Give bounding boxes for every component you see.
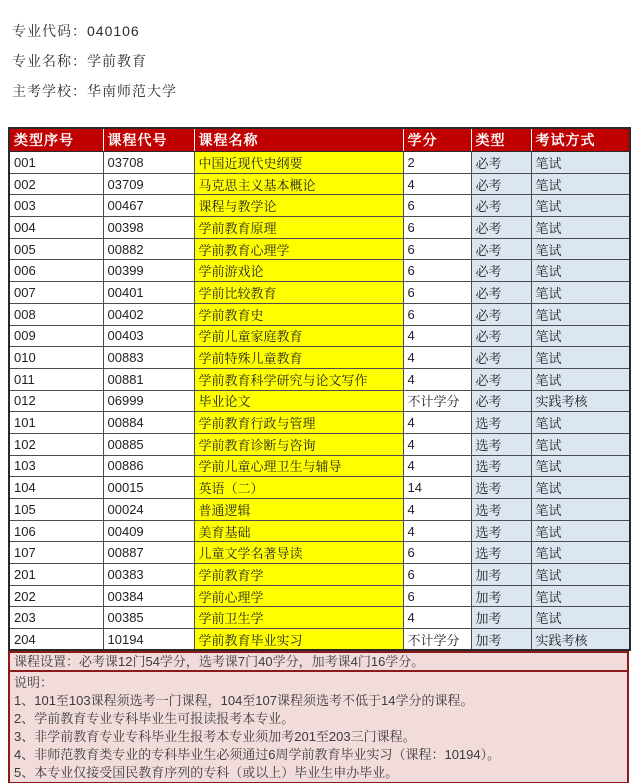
header-credit: 学分: [403, 128, 471, 152]
cell-method: 笔试: [531, 152, 630, 174]
cell-seq: 001: [9, 152, 103, 174]
cell-name: 学前教育心理学: [194, 238, 403, 260]
note-item-3: 3、非学前教育专业专科毕业生报考本专业须加考201至203三门课程。: [14, 729, 416, 745]
cell-type: 加考: [471, 607, 531, 629]
cell-type: 选考: [471, 520, 531, 542]
cell-name: 课程与教学论: [194, 195, 403, 217]
cell-type: 选考: [471, 477, 531, 499]
cell-name: 学前教育科学研究与论文写作: [194, 368, 403, 390]
cell-credit: 6: [403, 585, 471, 607]
table-row: [9, 629, 630, 651]
table-row: [9, 477, 630, 499]
course-table: [8, 127, 631, 651]
cell-seq: 103: [9, 455, 103, 477]
table-row: [9, 238, 630, 260]
cell-type: 选考: [471, 499, 531, 521]
cell-method: 笔试: [531, 173, 630, 195]
major-code-value: 040106: [87, 23, 140, 39]
note-item-5: 5、本专业仅接受国民教育序列的专科（或以上）毕业生申办毕业。: [14, 765, 399, 781]
major-name-line: [12, 50, 632, 80]
cell-credit: 14: [403, 477, 471, 499]
table-row: [9, 585, 630, 607]
cell-type: 必考: [471, 325, 531, 347]
cell-seq: 105: [9, 499, 103, 521]
cell-name: 毕业论文: [194, 390, 403, 412]
cell-seq: 204: [9, 629, 103, 651]
header-code: 课程代号: [103, 128, 194, 152]
note-item-2: 2、学前教育专业专科毕业生可报读报考本专业。: [14, 711, 295, 727]
cell-type: 必考: [471, 347, 531, 369]
cell-credit: 6: [403, 217, 471, 239]
cell-type: 必考: [471, 173, 531, 195]
cell-name: 普通逻辑: [194, 499, 403, 521]
cell-type: 加考: [471, 564, 531, 586]
cell-seq: 004: [9, 217, 103, 239]
cell-code: 00024: [103, 499, 194, 521]
course-table-header: [9, 128, 630, 152]
table-row: [9, 303, 630, 325]
cell-name: 英语（二）: [194, 477, 403, 499]
cell-credit: 4: [403, 499, 471, 521]
cell-name: 学前教育毕业实习: [194, 629, 403, 651]
cell-method: 笔试: [531, 325, 630, 347]
cell-seq: 011: [9, 368, 103, 390]
table-row: [9, 499, 630, 521]
cell-method: 笔试: [531, 217, 630, 239]
cell-type: 必考: [471, 152, 531, 174]
cell-seq: 002: [9, 173, 103, 195]
course-table-body: [9, 152, 630, 651]
header-seq: 类型序号: [9, 128, 103, 152]
cell-code: 00401: [103, 282, 194, 304]
note-item-4: 4、非师范教育类专业的专科毕业生必须通过6周学前教育毕业实习（课程：10194）。: [14, 747, 501, 763]
cell-seq: 006: [9, 260, 103, 282]
cell-method: 笔试: [531, 260, 630, 282]
header-row: [9, 128, 630, 152]
cell-credit: 6: [403, 303, 471, 325]
cell-code: 00399: [103, 260, 194, 282]
course-table-wrap: [8, 127, 629, 651]
cell-name: 学前教育诊断与咨询: [194, 433, 403, 455]
cell-name: 马克思主义基本概论: [194, 173, 403, 195]
cell-credit: 2: [403, 152, 471, 174]
cell-name: 美育基础: [194, 520, 403, 542]
cell-type: 必考: [471, 260, 531, 282]
cell-seq: 203: [9, 607, 103, 629]
cell-name: 学前教育史: [194, 303, 403, 325]
cell-code: 00883: [103, 347, 194, 369]
cell-code: 00886: [103, 455, 194, 477]
table-row: [9, 173, 630, 195]
cell-method: 笔试: [531, 282, 630, 304]
header-method: 考试方式: [531, 128, 630, 152]
header-name: 课程名称: [194, 128, 403, 152]
cell-method: 笔试: [531, 585, 630, 607]
cell-method: 实践考核: [531, 390, 630, 412]
table-row: [9, 195, 630, 217]
major-code-line: [12, 20, 632, 50]
table-row: [9, 282, 630, 304]
cell-seq: 102: [9, 433, 103, 455]
cell-code: 00884: [103, 412, 194, 434]
table-row: [9, 368, 630, 390]
table-row: [9, 325, 630, 347]
cell-seq: 201: [9, 564, 103, 586]
table-row: [9, 455, 630, 477]
cell-seq: 005: [9, 238, 103, 260]
cell-code: 00882: [103, 238, 194, 260]
cell-method: 笔试: [531, 520, 630, 542]
cell-method: 笔试: [531, 499, 630, 521]
cell-code: 03709: [103, 173, 194, 195]
cell-method: 笔试: [531, 347, 630, 369]
chief-school-value: 华南师范大学: [87, 83, 177, 99]
cell-seq: 107: [9, 542, 103, 564]
cell-credit: 6: [403, 260, 471, 282]
major-info-header: [0, 0, 632, 110]
cell-seq: 009: [9, 325, 103, 347]
cell-type: 必考: [471, 303, 531, 325]
major-name-value: 学前教育: [87, 53, 147, 69]
cell-method: 笔试: [531, 455, 630, 477]
cell-credit: 4: [403, 455, 471, 477]
cell-code: 00385: [103, 607, 194, 629]
cell-method: 笔试: [531, 238, 630, 260]
notes-title: 说明：: [14, 675, 54, 691]
table-row: [9, 260, 630, 282]
cell-credit: 6: [403, 542, 471, 564]
cell-type: 必考: [471, 217, 531, 239]
cell-code: 00384: [103, 585, 194, 607]
cell-seq: 012: [9, 390, 103, 412]
cell-method: 笔试: [531, 477, 630, 499]
cell-method: 笔试: [531, 368, 630, 390]
cell-credit: 4: [403, 173, 471, 195]
table-row: [9, 412, 630, 434]
note-item-1: 1、101至103课程须选考一门课程，104至107课程须选考不低于14学分的课程。: [14, 693, 474, 709]
cell-name: 学前儿童心理卫生与辅导: [194, 455, 403, 477]
cell-seq: 104: [9, 477, 103, 499]
cell-credit: 4: [403, 412, 471, 434]
cell-type: 选考: [471, 542, 531, 564]
cell-method: 笔试: [531, 542, 630, 564]
cell-method: 实践考核: [531, 629, 630, 651]
cell-code: 00383: [103, 564, 194, 586]
cell-credit: 4: [403, 347, 471, 369]
table-row: [9, 520, 630, 542]
cell-seq: 007: [9, 282, 103, 304]
cell-code: 00015: [103, 477, 194, 499]
cell-code: 00398: [103, 217, 194, 239]
cell-type: 选考: [471, 412, 531, 434]
cell-credit: 6: [403, 282, 471, 304]
cell-credit: 4: [403, 433, 471, 455]
cell-credit: 4: [403, 520, 471, 542]
cell-type: 必考: [471, 390, 531, 412]
cell-seq: 101: [9, 412, 103, 434]
major-name-label: 专业名称：: [12, 53, 87, 69]
cell-code: 00403: [103, 325, 194, 347]
cell-type: 加考: [471, 585, 531, 607]
cell-type: 选考: [471, 433, 531, 455]
table-row: [9, 433, 630, 455]
table-row: [9, 607, 630, 629]
chief-school-label: 主考学校：: [12, 83, 87, 99]
cell-code: 00881: [103, 368, 194, 390]
cell-name: 学前儿童家庭教育: [194, 325, 403, 347]
cell-type: 加考: [471, 629, 531, 651]
cell-name: 学前比较教育: [194, 282, 403, 304]
cell-credit: 4: [403, 607, 471, 629]
cell-name: 学前教育行政与管理: [194, 412, 403, 434]
cell-credit: 4: [403, 368, 471, 390]
cell-name: 学前教育原理: [194, 217, 403, 239]
table-row: [9, 347, 630, 369]
cell-code: 00409: [103, 520, 194, 542]
course-setup-summary: 课程设置：必考课12门54学分，选考课7门40学分，加考课4门16学分。: [8, 651, 629, 672]
cell-name: 儿童文学名著导读: [194, 542, 403, 564]
table-row: [9, 542, 630, 564]
cell-type: 必考: [471, 368, 531, 390]
cell-credit: 6: [403, 195, 471, 217]
cell-credit: 不计学分: [403, 629, 471, 651]
table-row: [9, 390, 630, 412]
cell-code: 00885: [103, 433, 194, 455]
cell-code: 10194: [103, 629, 194, 651]
table-row: [9, 217, 630, 239]
cell-method: 笔试: [531, 433, 630, 455]
cell-code: 03708: [103, 152, 194, 174]
cell-name: 学前心理学: [194, 585, 403, 607]
cell-type: 必考: [471, 282, 531, 304]
cell-name: 中国近现代史纲要: [194, 152, 403, 174]
major-code-label: 专业代码：: [12, 23, 87, 39]
table-row: [9, 152, 630, 174]
cell-code: 00887: [103, 542, 194, 564]
cell-credit: 4: [403, 325, 471, 347]
notes-block: [8, 672, 629, 783]
cell-code: 00402: [103, 303, 194, 325]
chief-school-line: [12, 80, 632, 110]
cell-seq: 202: [9, 585, 103, 607]
cell-code: 00467: [103, 195, 194, 217]
cell-credit: 6: [403, 238, 471, 260]
header-type: 类型: [471, 128, 531, 152]
cell-type: 必考: [471, 195, 531, 217]
cell-name: 学前游戏论: [194, 260, 403, 282]
cell-seq: 008: [9, 303, 103, 325]
cell-name: 学前教育学: [194, 564, 403, 586]
cell-type: 必考: [471, 238, 531, 260]
cell-seq: 106: [9, 520, 103, 542]
table-row: [9, 564, 630, 586]
cell-method: 笔试: [531, 303, 630, 325]
cell-seq: 003: [9, 195, 103, 217]
cell-name: 学前卫生学: [194, 607, 403, 629]
cell-method: 笔试: [531, 607, 630, 629]
cell-method: 笔试: [531, 195, 630, 217]
cell-credit: 不计学分: [403, 390, 471, 412]
cell-credit: 6: [403, 564, 471, 586]
cell-name: 学前特殊儿童教育: [194, 347, 403, 369]
cell-type: 选考: [471, 455, 531, 477]
cell-method: 笔试: [531, 564, 630, 586]
cell-method: 笔试: [531, 412, 630, 434]
cell-code: 06999: [103, 390, 194, 412]
cell-seq: 010: [9, 347, 103, 369]
